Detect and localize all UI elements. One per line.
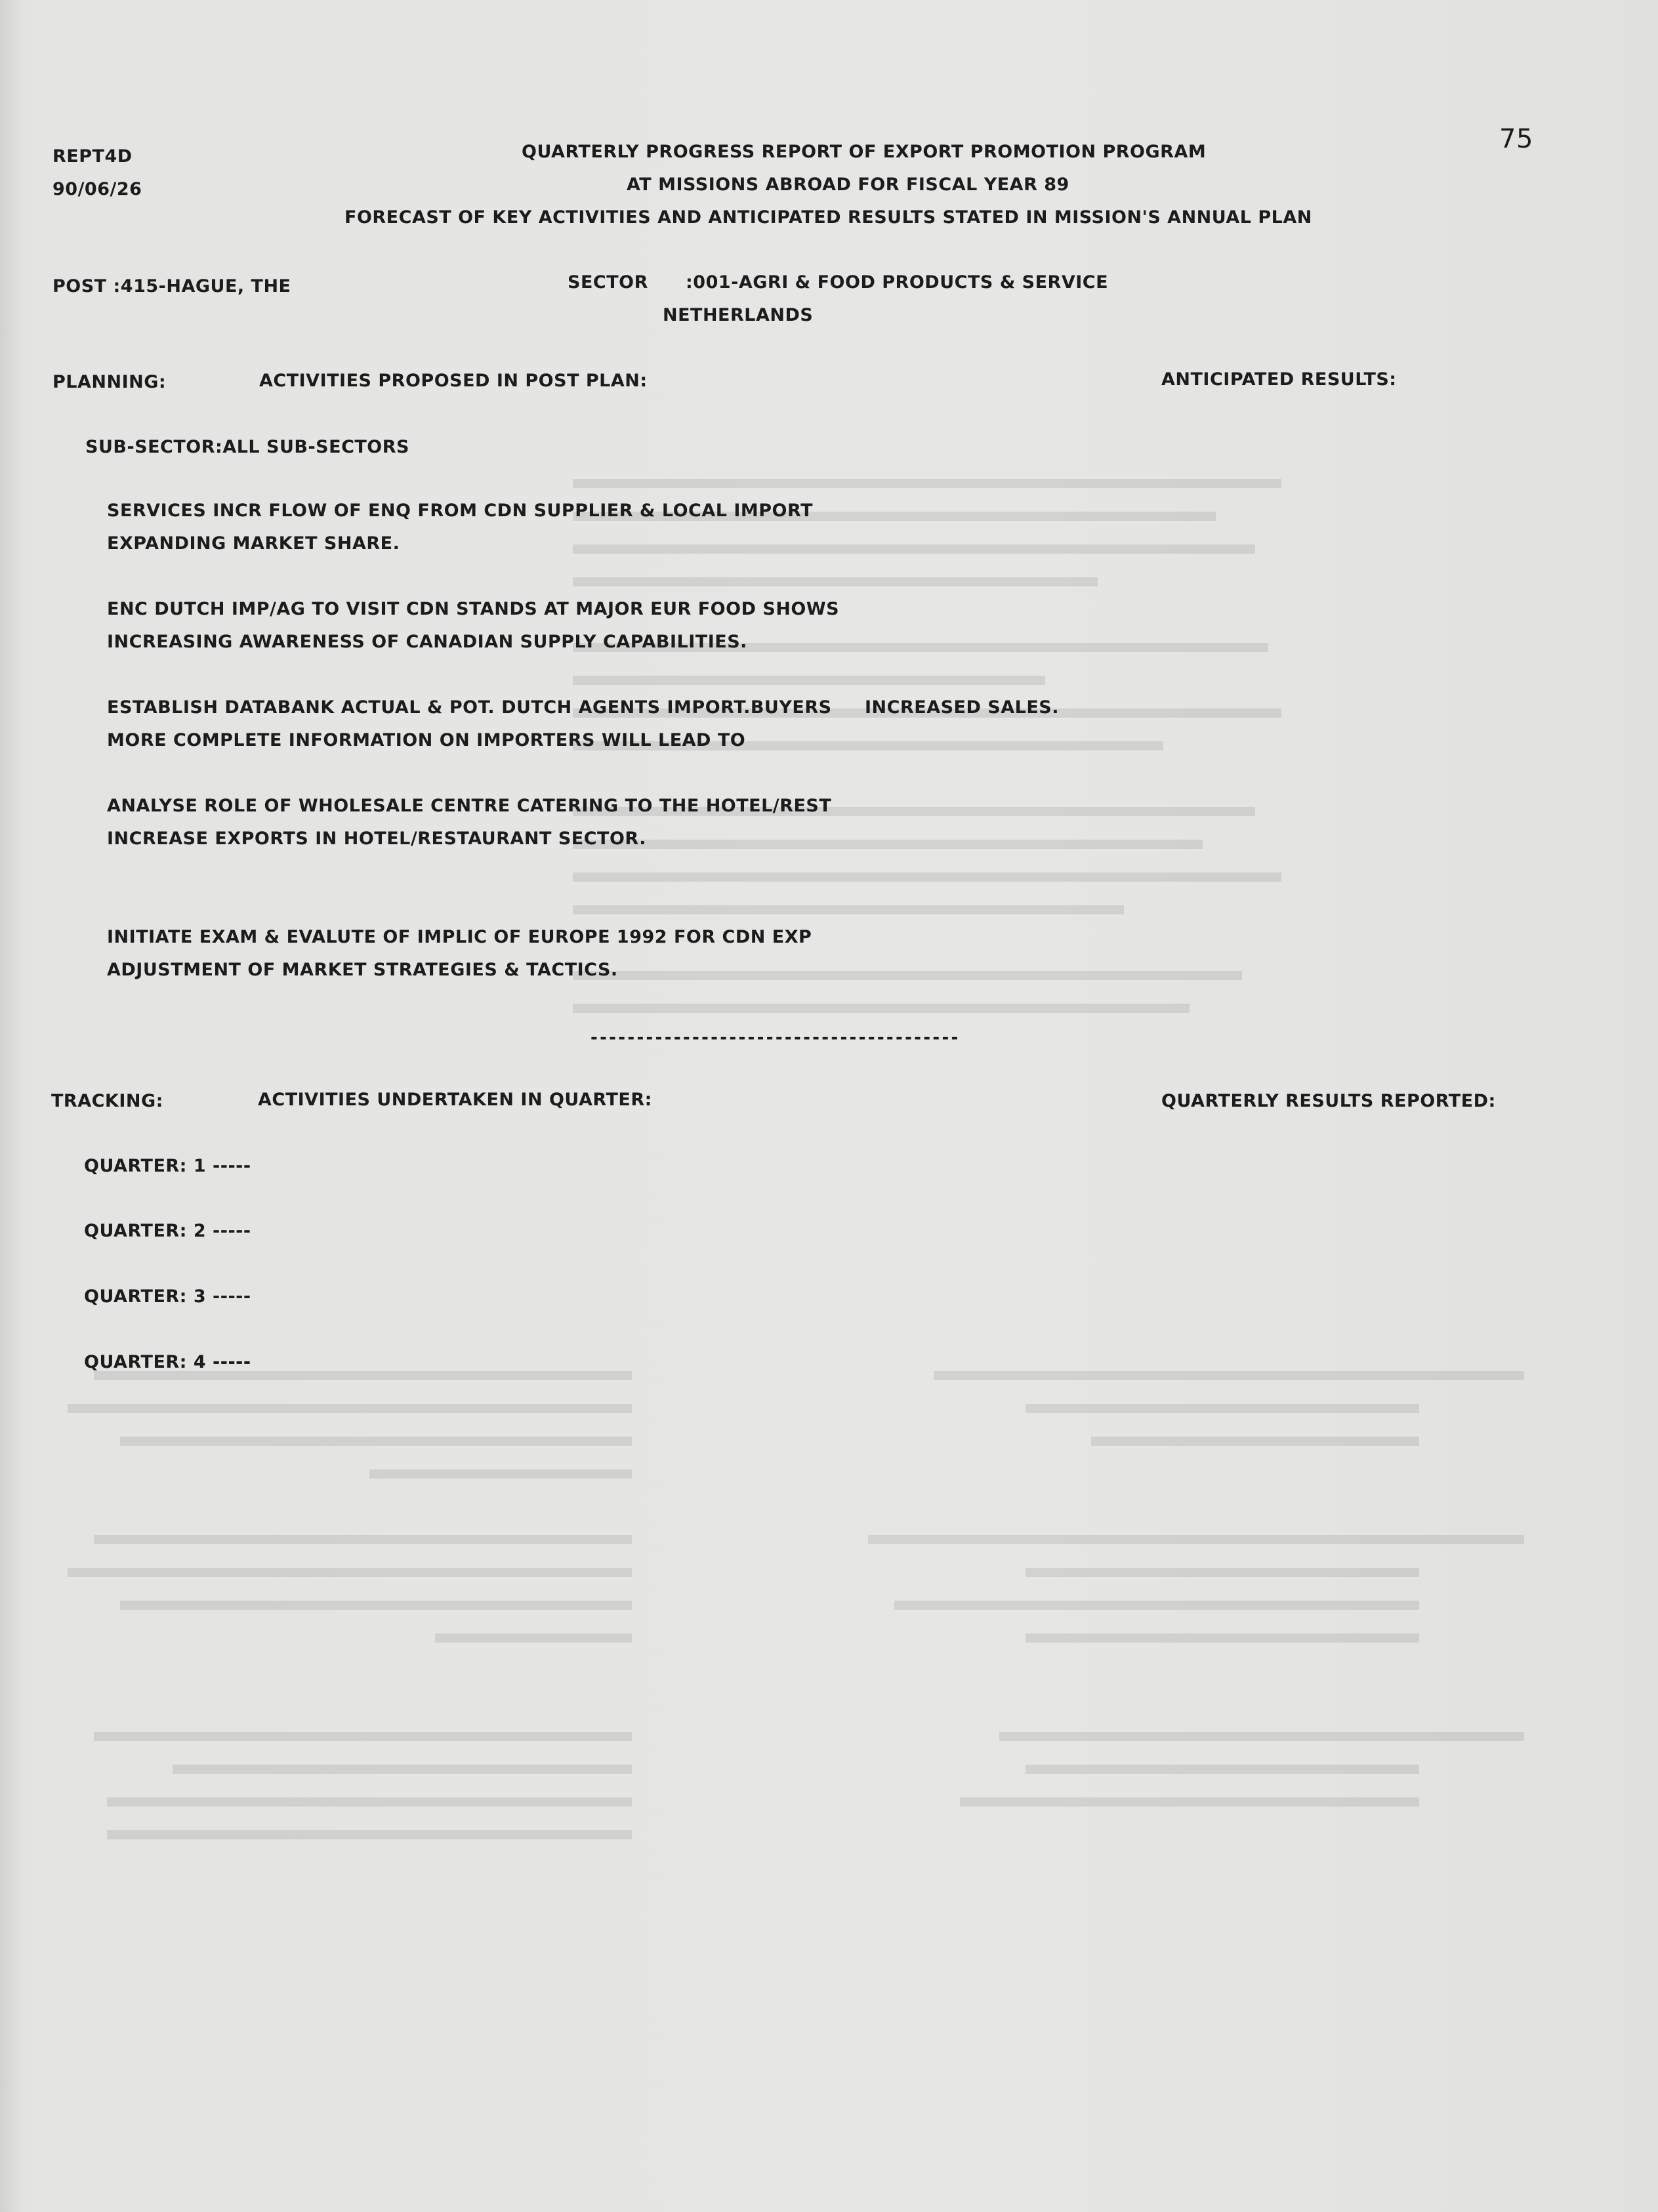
plan-item-4-line2: INCREASE EXPORTS IN HOTEL/RESTAURANT SECTOR. [107,829,646,849]
sector-value: :001-AGRI & FOOD PRODUCTS & SERVICE [686,272,1109,293]
sector-label: SECTOR [568,272,648,293]
post-field: POST :415-HAGUE, THE [52,276,291,297]
report-title-line2: AT MISSIONS ABROAD FOR FISCAL YEAR 89 [627,174,1069,195]
quarter-2-row: QUARTER: 2 ----- [84,1221,251,1241]
quarter-1-row: QUARTER: 1 ----- [84,1156,251,1176]
bleed-through-lower-lines [41,1364,1550,1902]
quarter-3-row: QUARTER: 3 ----- [84,1286,251,1307]
quarter-4-row: QUARTER: 4 ----- [84,1352,251,1372]
plan-item-5-line2: ADJUSTMENT OF MARKET STRATEGIES & TACTICS. [107,960,618,980]
country-name: NETHERLANDS [663,305,814,325]
report-title-line3: FORECAST OF KEY ACTIVITIES AND ANTICIPATED RESULTS STATED IN MISSION'S ANNUAL PLAN [344,207,1312,228]
plan-item-3-result: INCREASED SALES. [865,697,1059,718]
plan-item-2-line2: INCREASING AWARENESS OF CANADIAN SUPPLY CAPABILITIES. [107,632,747,652]
anticipated-results-header: ANTICIPATED RESULTS: [1161,369,1397,390]
page-number: 75 [1499,124,1533,154]
bleed-through-lower [85,1332,1594,1870]
planning-activities-header: ACTIVITIES PROPOSED IN POST PLAN: [259,371,648,391]
plan-item-1-line2: EXPANDING MARKET SHARE. [107,533,400,554]
plan-item-3-line1: ESTABLISH DATABANK ACTUAL & POT. DUTCH AGENTS IMPORT.BUYERS [107,697,832,718]
plan-item-4-line1: ANALYSE ROLE OF WHOLESALE CENTRE CATERING TO THE HOTEL/REST [107,796,832,816]
quarterly-results-header: QUARTERLY RESULTS REPORTED: [1161,1091,1496,1111]
report-date: 90/06/26 [52,179,142,199]
tracking-activities-header: ACTIVITIES UNDERTAKEN IN QUARTER: [258,1090,652,1110]
planning-label: PLANNING: [52,372,167,392]
tracking-label: TRACKING: [51,1091,163,1111]
plan-item-3-line2: MORE COMPLETE INFORMATION ON IMPORTERS WILL LEAD TO [107,730,746,750]
subsector-label: SUB-SECTOR:ALL SUB-SECTORS [85,437,409,457]
report-title-line1: QUARTERLY PROGRESS REPORT OF EXPORT PROMOTION PROGRAM [522,142,1207,162]
bleed-through-lines [533,466,1295,1122]
bleed-through-shadow [577,433,1338,1089]
plan-item-2-line1: ENC DUTCH IMP/AG TO VISIT CDN STANDS AT MAJOR EUR FOOD SHOWS [107,599,840,619]
plan-item-1-line1: SERVICES INCR FLOW OF ENQ FROM CDN SUPPLIER & LOCAL IMPORT [107,501,814,521]
section-separator: ---------------------------------------- [591,1028,961,1048]
plan-item-5-line1: INITIATE EXAM & EVALUTE OF IMPLIC OF EUROPE 1992 FOR CDN EXP [107,927,812,947]
report-code: REPT4D [52,146,133,167]
